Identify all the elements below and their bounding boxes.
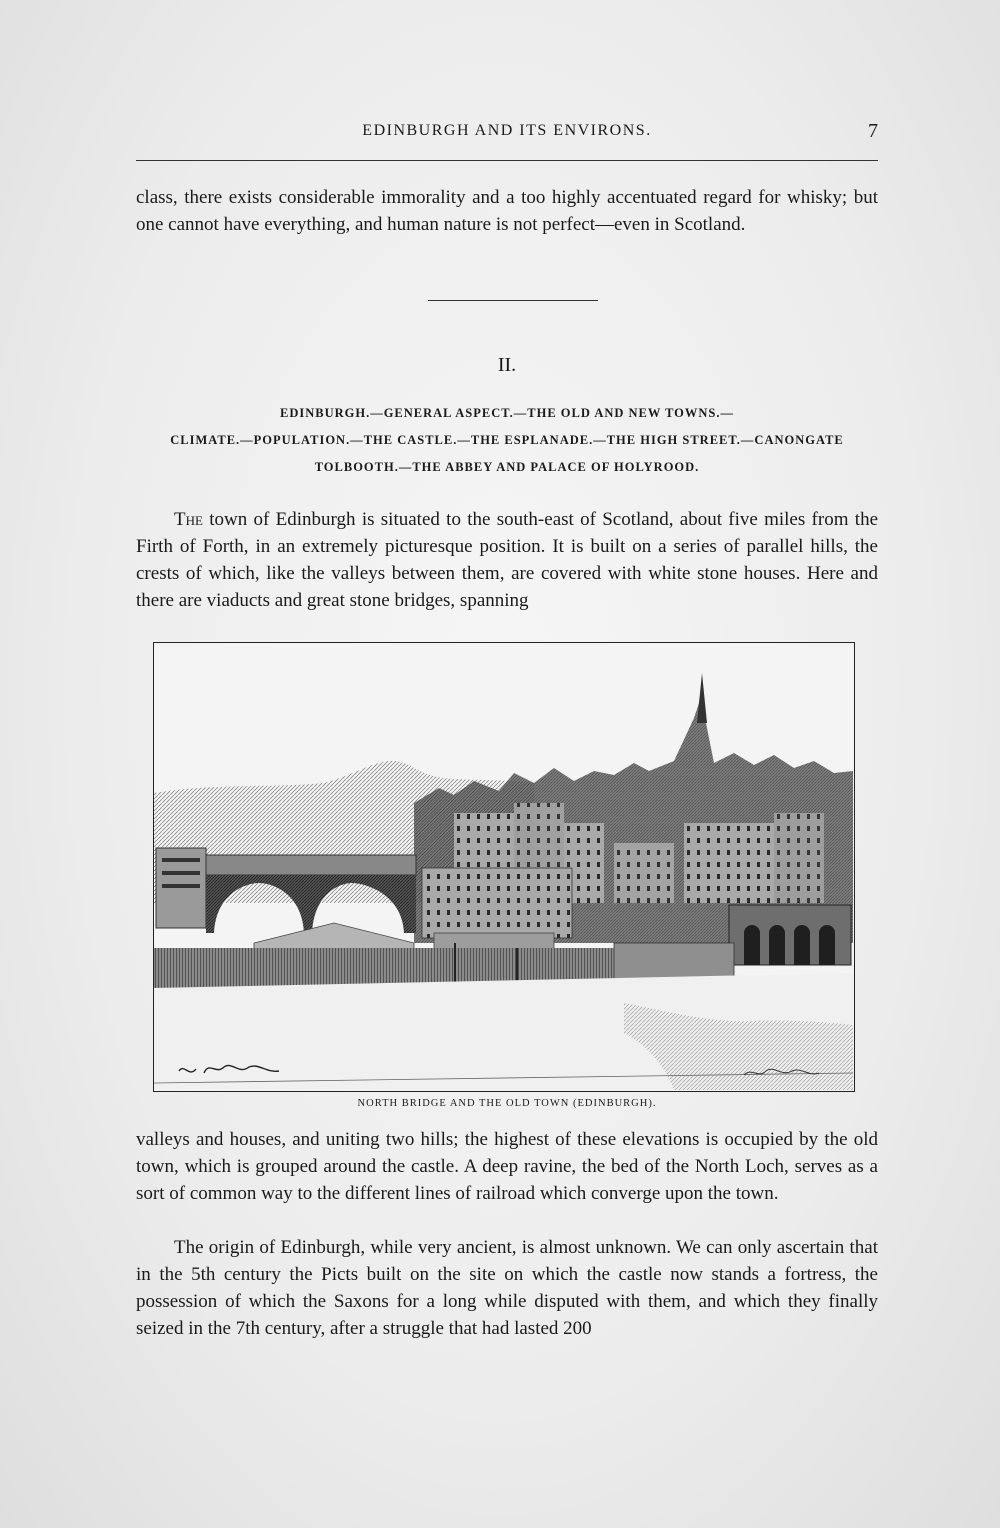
paragraph-4-text: The origin of Edinburgh, while very ancient, is almost unknown. We can only ascertain that in the 5th century the Picts built on the site on which the castle now stands a fortress, the possession of which the Saxons for a long while disputed with them, and which they finally seized in the 7th century, after a struggle that had lasted 200: [136, 1237, 878, 1339]
central-building: [422, 868, 572, 938]
engraving-illustration: [154, 643, 853, 1090]
tenement-block: [684, 823, 774, 903]
paragraph-1: class, there exists considerable immorality and a too highly accentuated regard for whisky; but one cannot have everything, and human nature is not perfect—even in Scotland.: [136, 187, 878, 235]
tenement-block: [774, 813, 824, 903]
paragraph-2-lead: The: [174, 509, 203, 530]
north-bridge-deck: [206, 855, 416, 875]
figure-caption: NORTH BRIDGE AND THE OLD TOWN (EDINBURGH).: [357, 1098, 657, 1109]
synopsis-line-1: EDINBURGH.—GENERAL ASPECT.—THE OLD AND NEW TOWNS.—: [279, 406, 735, 420]
synopsis-line-3: TOLBOOTH.—THE ABBEY AND PALACE OF HOLYROOD.: [314, 460, 700, 474]
synopsis-line-2: CLIMATE.—POPULATION.—THE CASTLE.—THE ESPLANADE.—THE HIGH STREET.—CANONGATE: [170, 433, 844, 447]
page-number: 7: [868, 120, 878, 142]
section-divider: [428, 300, 598, 301]
section-number: II.: [497, 354, 517, 376]
paragraph-2-text: town of Edinburgh is situated to the south-east of Scotland, about five miles from the Firth of Forth, in an extremely picturesque position. It is built on a series of parallel hills, the crests of which, like the valleys between them, are covered with white stone houses. Here and there are viaducts and great stone bridges, spanning: [136, 509, 878, 611]
paragraph-3: valleys and houses, and uniting two hills; the highest of these elevations is occupied by the old town, which is grouped around the castle. A deep ravine, the bed of the North Loch, serves as a sort of common way to the different lines of railroad which converge upon the town.: [136, 1129, 878, 1204]
tenement-block: [614, 843, 674, 903]
header-rule: [136, 160, 878, 161]
running-title: EDINBURGH AND ITS ENVIRONS.: [362, 122, 652, 139]
paragraph-4: [136, 1234, 878, 1342]
paragraph-2: [136, 506, 878, 614]
running-head: [136, 120, 878, 144]
chapter-synopsis: [136, 400, 878, 481]
engraving-north-bridge: [153, 642, 855, 1092]
